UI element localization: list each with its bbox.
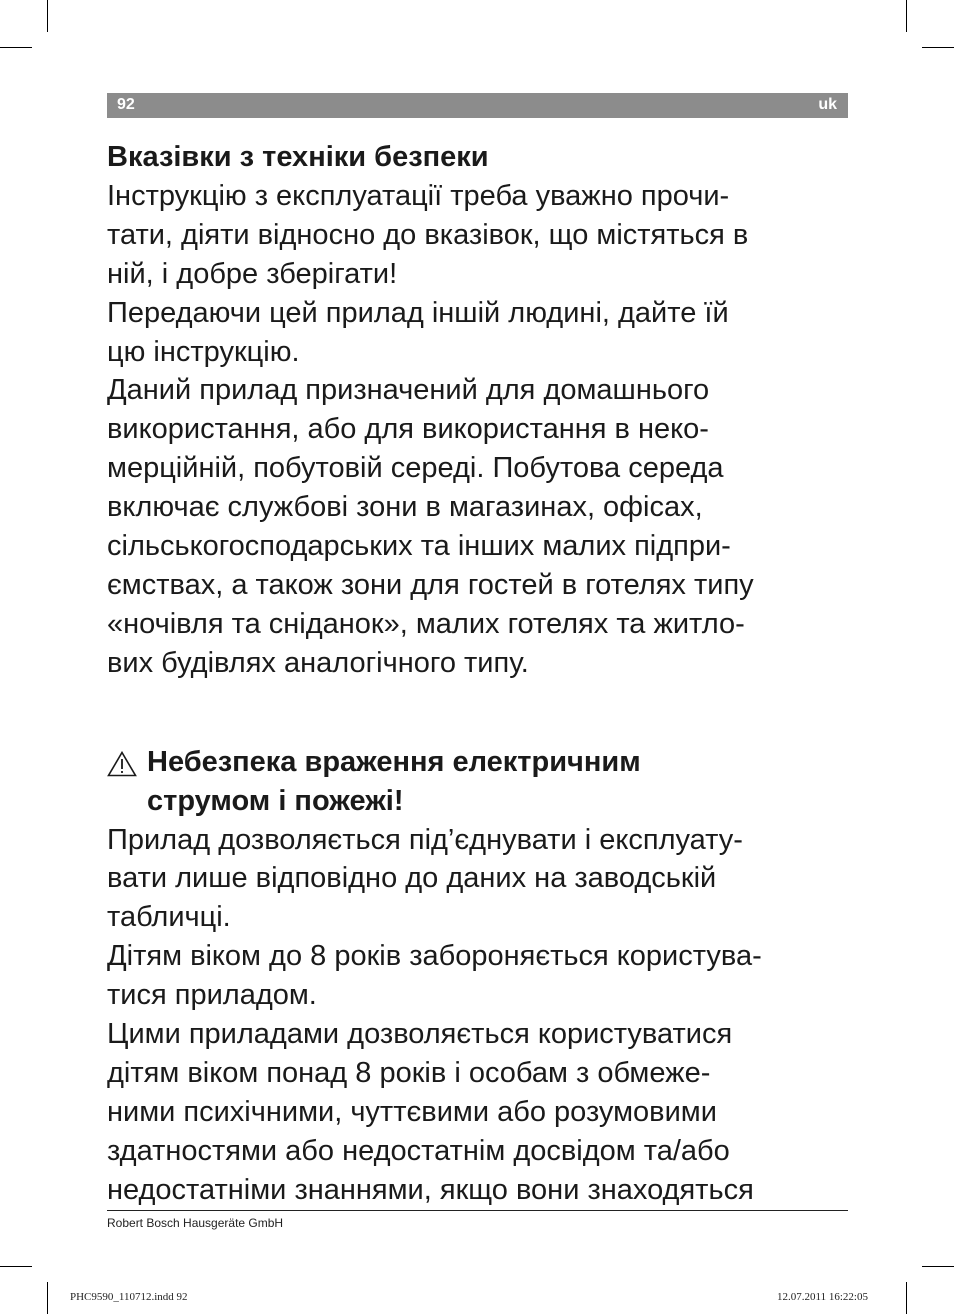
language-code: uk [818, 96, 837, 113]
text-line: Інструкцію з експлуатації треба уважно прочи- [107, 179, 730, 212]
company-name: Robert Bosch Hausgeräte GmbH [107, 1216, 284, 1230]
text-line: тися приладом. [107, 979, 317, 1012]
warning-paragraph-2 [107, 937, 848, 1015]
text-line: використання, або для використання в неко- [107, 413, 709, 446]
page-header-bar [107, 93, 848, 118]
text-line: дітям віком понад 8 років і особам з обмеже- [107, 1056, 711, 1089]
crop-mark-bottom-left [0, 1266, 32, 1267]
heading-line: Небезпека враження електричним [147, 745, 641, 778]
crop-mark-bottom-right [922, 1266, 954, 1267]
text-line: ємствах, а також зони для гостей в готелях типу [107, 568, 754, 601]
safety-heading: Вказівки з техніки безпеки [107, 141, 489, 173]
crop-mark-top-left [47, 0, 48, 32]
text-line: мерційній, побутовій середі. Побутова середа [107, 452, 724, 485]
warning-heading [107, 743, 848, 821]
section-spacer [107, 683, 848, 743]
text-line: сільськогосподарських та інших малих підпри- [107, 530, 731, 563]
text-line: ними психічними, чуттєвими або розумовими [107, 1095, 717, 1128]
crop-mark-bottom-left [47, 1282, 48, 1314]
text-line: вати лише відповідно до даних на заводській [107, 862, 717, 895]
footer-divider [107, 1210, 848, 1211]
text-line: ній, і добре зберігати! [107, 257, 398, 290]
text-line: недостатніми знаннями, якщо вони знаходяться [107, 1173, 754, 1206]
text-line: тати, діяти відносно до вказівок, що містяться в [107, 218, 749, 251]
text-line: Даний прилад призначений для домашнього [107, 374, 710, 407]
crop-mark-bottom-right [906, 1282, 907, 1314]
page-number: 92 [117, 96, 135, 113]
text-line: табличці. [107, 901, 231, 934]
text-line: Дітям віком до 8 років забороняється користува- [107, 940, 762, 973]
text-line: Цими приладами дозволяється користуватися [107, 1018, 733, 1051]
text-line: включає службові зони в магазинах, офісах, [107, 491, 703, 524]
text-line: цю інструкцію. [107, 335, 300, 368]
safety-paragraph-1 [107, 177, 848, 294]
text-line: «ночівля та сніданок», малих готелях та житло- [107, 607, 745, 640]
text-line: Прилад дозволяється під’єднувати і експлуату- [107, 823, 743, 856]
crop-mark-top-left [0, 47, 32, 48]
text-line: вих будівлях аналогічного типу. [107, 646, 529, 679]
warning-block [107, 743, 848, 821]
text-line: здатностями або недостатнім досвідом та/або [107, 1134, 730, 1167]
crop-mark-top-right [922, 47, 954, 48]
safety-paragraph-2 [107, 294, 848, 372]
crop-mark-top-right [906, 0, 907, 32]
text-line: Передаючи цей прилад іншій людині, дайте їй [107, 296, 729, 329]
file-slug: PHC9590_110712.indd 92 [70, 1291, 188, 1303]
date-slug: 12.07.2011 16:22:05 [777, 1291, 868, 1303]
warning-paragraph-1 [107, 821, 848, 938]
warning-triangle-icon [107, 751, 137, 777]
page-content [107, 138, 848, 1210]
warning-paragraph-3 [107, 1015, 848, 1210]
heading-line: струмом і пожежі! [147, 784, 404, 817]
safety-paragraph-3 [107, 371, 848, 682]
